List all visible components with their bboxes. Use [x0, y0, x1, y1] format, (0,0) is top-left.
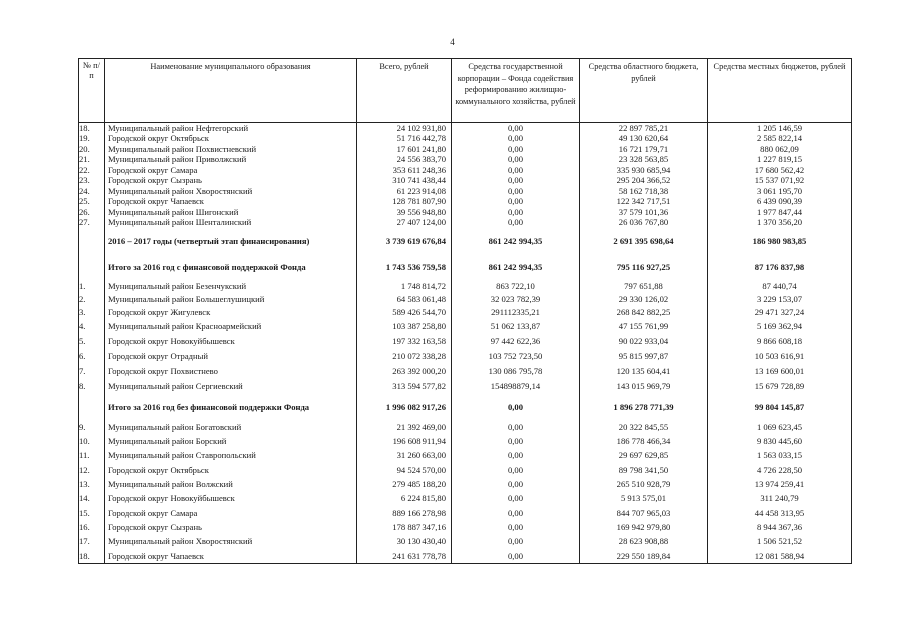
row-fund: 130 086 795,78 [452, 364, 580, 379]
row-regional-budget: 335 930 685,94 [580, 165, 708, 176]
row-number: 20. [79, 144, 105, 155]
table-row [79, 123, 852, 134]
table-row [79, 334, 852, 349]
row-regional-budget: 122 342 717,51 [580, 197, 708, 208]
row-regional-budget: 26 036 767,80 [580, 218, 708, 229]
row-fund: 0,00 [452, 197, 580, 208]
row-number: 21. [79, 155, 105, 166]
row-fund: 0,00 [452, 394, 580, 420]
column-header-fund: Средства государственной корпорации – Фонда содействия реформированию жилищно-коммунального хозяйства, рублей [452, 59, 580, 123]
row-name: Муниципальный район Хворостянский [105, 186, 357, 197]
table-row [79, 477, 852, 491]
row-name: Муниципальный район Шигонский [105, 207, 357, 218]
row-number: 11. [79, 449, 105, 463]
row-fund: 0,00 [452, 144, 580, 155]
row-fund: 863 722,10 [452, 280, 580, 293]
row-total: 103 387 258,80 [357, 319, 452, 334]
row-number [79, 394, 105, 420]
row-local-budget: 3 061 195,70 [708, 186, 852, 197]
row-fund: 97 442 622,36 [452, 334, 580, 349]
row-fund: 861 242 994,35 [452, 228, 580, 254]
row-total: 1 996 082 917,26 [357, 394, 452, 420]
row-total: 27 407 124,00 [357, 218, 452, 229]
row-local-budget: 186 980 983,85 [708, 228, 852, 254]
row-number: 3. [79, 306, 105, 319]
row-fund: 0,00 [452, 534, 580, 548]
row-regional-budget: 265 510 928,79 [580, 477, 708, 491]
row-number: 4. [79, 319, 105, 334]
table-row [79, 349, 852, 364]
row-name: Городской округ Сызрань [105, 520, 357, 534]
row-regional-budget: 20 322 845,55 [580, 420, 708, 434]
row-regional-budget: 95 815 997,87 [580, 349, 708, 364]
row-name: Муниципальный район Нефтегорский [105, 123, 357, 134]
table-row [79, 364, 852, 379]
row-fund: 0,00 [452, 134, 580, 145]
row-number: 22. [79, 165, 105, 176]
row-number: 19. [79, 134, 105, 145]
row-number: 18. [79, 123, 105, 134]
table-row [79, 549, 852, 564]
row-name: Муниципальный район Приволжский [105, 155, 357, 166]
row-name: Городской округ Новокуйбышевск [105, 491, 357, 505]
row-regional-budget: 268 842 882,25 [580, 306, 708, 319]
row-local-budget: 8 944 367,36 [708, 520, 852, 534]
row-number: 17. [79, 534, 105, 548]
table-row [79, 293, 852, 306]
row-local-budget: 1 506 521,52 [708, 534, 852, 548]
table-row [79, 197, 852, 208]
row-fund: 32 023 782,39 [452, 293, 580, 306]
table-row [79, 506, 852, 520]
row-fund: 0,00 [452, 155, 580, 166]
row-regional-budget: 90 022 933,04 [580, 334, 708, 349]
row-regional-budget: 295 204 366,52 [580, 176, 708, 187]
row-total: 6 224 815,80 [357, 491, 452, 505]
row-number [79, 254, 105, 280]
row-number: 24. [79, 186, 105, 197]
row-number: 12. [79, 463, 105, 477]
row-regional-budget: 22 897 785,21 [580, 123, 708, 134]
row-number: 1. [79, 280, 105, 293]
row-number: 23. [79, 176, 105, 187]
row-name: Муниципальный район Ставропольский [105, 449, 357, 463]
row-fund: 291112335,21 [452, 306, 580, 319]
row-local-budget: 9 830 445,60 [708, 434, 852, 448]
row-fund: 0,00 [452, 176, 580, 187]
row-name: Муниципальный район Шенталинский [105, 218, 357, 229]
table-row [79, 165, 852, 176]
row-regional-budget: 28 623 908,88 [580, 534, 708, 548]
row-name: Городской округ Чапаевск [105, 549, 357, 564]
row-total: 39 556 948,80 [357, 207, 452, 218]
table-row [79, 534, 852, 548]
row-number: 25. [79, 197, 105, 208]
row-number [79, 228, 105, 254]
row-number: 8. [79, 379, 105, 394]
table-row [79, 520, 852, 534]
row-name: Городской округ Отрадный [105, 349, 357, 364]
row-name: Муниципальный район Борский [105, 434, 357, 448]
row-local-budget: 17 680 562,42 [708, 165, 852, 176]
row-regional-budget: 120 135 604,41 [580, 364, 708, 379]
row-local-budget: 2 585 822,14 [708, 134, 852, 145]
row-total: 197 332 163,58 [357, 334, 452, 349]
row-total: 353 611 248,36 [357, 165, 452, 176]
row-regional-budget: 89 798 341,50 [580, 463, 708, 477]
row-number: 14. [79, 491, 105, 505]
row-name: Городской округ Самара [105, 165, 357, 176]
row-name: Городской округ Самара [105, 506, 357, 520]
table-row [79, 134, 852, 145]
header-row [79, 59, 852, 123]
page-number: 4 [450, 37, 455, 47]
table-row [79, 379, 852, 394]
row-name: Городской округ Октябрьск [105, 134, 357, 145]
row-total: 128 781 807,90 [357, 197, 452, 208]
row-local-budget: 4 726 228,50 [708, 463, 852, 477]
row-local-budget: 1 205 146,59 [708, 123, 852, 134]
row-regional-budget: 797 651,88 [580, 280, 708, 293]
row-local-budget: 1 563 033,15 [708, 449, 852, 463]
row-fund: 0,00 [452, 207, 580, 218]
row-total: 310 741 438,44 [357, 176, 452, 187]
row-name: Городской округ Чапаевск [105, 197, 357, 208]
table-row [79, 155, 852, 166]
row-total: 589 426 544,70 [357, 306, 452, 319]
row-total: 61 223 914,08 [357, 186, 452, 197]
row-total: 1 743 536 759,58 [357, 254, 452, 280]
row-fund: 0,00 [452, 491, 580, 505]
row-regional-budget: 29 697 629,85 [580, 449, 708, 463]
row-local-budget: 99 804 145,87 [708, 394, 852, 420]
row-total: 51 716 442,78 [357, 134, 452, 145]
row-name: Итого за 2016 год с финансовой поддержкой Фонда [105, 254, 357, 280]
column-header-name: Наименование муниципального образования [105, 59, 357, 123]
row-total: 24 102 931,80 [357, 123, 452, 134]
row-number: 9. [79, 420, 105, 434]
row-number: 16. [79, 520, 105, 534]
table-row [79, 449, 852, 463]
row-fund: 154898879,14 [452, 379, 580, 394]
row-total: 94 524 570,00 [357, 463, 452, 477]
row-regional-budget: 29 330 126,02 [580, 293, 708, 306]
row-number: 15. [79, 506, 105, 520]
row-local-budget: 1 227 819,15 [708, 155, 852, 166]
row-name: Итого за 2016 год без финансовой поддержки Фонда [105, 394, 357, 420]
row-number: 18. [79, 549, 105, 564]
row-local-budget: 9 866 608,18 [708, 334, 852, 349]
row-total: 889 166 278,98 [357, 506, 452, 520]
row-regional-budget: 49 130 620,64 [580, 134, 708, 145]
row-name: Городской округ Новокуйбышевск [105, 334, 357, 349]
row-name: Муниципальный район Хворостянский [105, 534, 357, 548]
table-row [79, 463, 852, 477]
row-total: 17 601 241,80 [357, 144, 452, 155]
table-row [79, 280, 852, 293]
table-row [79, 319, 852, 334]
row-fund: 0,00 [452, 165, 580, 176]
row-total: 1 748 814,72 [357, 280, 452, 293]
row-number: 27. [79, 218, 105, 229]
row-fund: 0,00 [452, 477, 580, 491]
row-name: Муниципальный район Безенчукский [105, 280, 357, 293]
row-number: 5. [79, 334, 105, 349]
row-total: 196 608 911,94 [357, 434, 452, 448]
row-name: Муниципальный район Сергиевский [105, 379, 357, 394]
row-number: 13. [79, 477, 105, 491]
row-local-budget: 1 977 847,44 [708, 207, 852, 218]
row-regional-budget: 143 015 969,79 [580, 379, 708, 394]
row-name: Городской округ Жигулевск [105, 306, 357, 319]
table-row [79, 434, 852, 448]
financing-table [78, 58, 852, 564]
row-number: 7. [79, 364, 105, 379]
column-header-total: Всего, рублей [357, 59, 452, 123]
row-local-budget: 29 471 327,24 [708, 306, 852, 319]
row-total: 30 130 430,40 [357, 534, 452, 548]
row-regional-budget: 58 162 718,38 [580, 186, 708, 197]
row-total: 313 594 577,82 [357, 379, 452, 394]
row-total: 21 392 469,00 [357, 420, 452, 434]
row-regional-budget: 23 328 563,85 [580, 155, 708, 166]
table-subtotal-row [79, 254, 852, 280]
row-regional-budget: 37 579 101,36 [580, 207, 708, 218]
row-fund: 861 242 994,35 [452, 254, 580, 280]
row-name: Городской округ Похвистнево [105, 364, 357, 379]
row-fund: 0,00 [452, 463, 580, 477]
row-total: 263 392 000,20 [357, 364, 452, 379]
row-name: Муниципальный район Красноармейский [105, 319, 357, 334]
row-local-budget: 87 176 837,98 [708, 254, 852, 280]
row-total: 31 260 663,00 [357, 449, 452, 463]
row-local-budget: 87 440,74 [708, 280, 852, 293]
column-header-local-budget: Средства местных бюджетов, рублей [708, 59, 852, 123]
row-fund: 0,00 [452, 186, 580, 197]
row-total: 64 583 061,48 [357, 293, 452, 306]
table-row [79, 420, 852, 434]
row-name: Городской округ Сызрань [105, 176, 357, 187]
row-total: 241 631 778,78 [357, 549, 452, 564]
row-regional-budget: 844 707 965,03 [580, 506, 708, 520]
row-regional-budget: 169 942 979,80 [580, 520, 708, 534]
row-number: 26. [79, 207, 105, 218]
table-body [79, 123, 852, 564]
row-fund: 51 062 133,87 [452, 319, 580, 334]
row-local-budget: 1 370 356,20 [708, 218, 852, 229]
table-row [79, 186, 852, 197]
row-regional-budget: 5 913 575,01 [580, 491, 708, 505]
row-number: 10. [79, 434, 105, 448]
column-header-regional-budget: Средства областного бюджета, рублей [580, 59, 708, 123]
row-name: Муниципальный район Большеглушицкий [105, 293, 357, 306]
table-row [79, 207, 852, 218]
row-regional-budget: 186 778 466,34 [580, 434, 708, 448]
row-local-budget: 3 229 153,07 [708, 293, 852, 306]
row-local-budget: 311 240,79 [708, 491, 852, 505]
row-total: 24 556 383,70 [357, 155, 452, 166]
row-regional-budget: 229 550 189,84 [580, 549, 708, 564]
table-subtotal-row [79, 394, 852, 420]
row-local-budget: 5 169 362,94 [708, 319, 852, 334]
row-fund: 103 752 723,50 [452, 349, 580, 364]
row-name: 2016 – 2017 годы (четвертый этап финансирования) [105, 228, 357, 254]
row-local-budget: 13 169 600,01 [708, 364, 852, 379]
table-row [79, 176, 852, 187]
row-name: Муниципальный район Волжский [105, 477, 357, 491]
row-fund: 0,00 [452, 506, 580, 520]
row-fund: 0,00 [452, 549, 580, 564]
row-regional-budget: 47 155 761,99 [580, 319, 708, 334]
row-fund: 0,00 [452, 420, 580, 434]
row-number: 2. [79, 293, 105, 306]
row-regional-budget: 16 721 179,71 [580, 144, 708, 155]
row-regional-budget: 1 896 278 771,39 [580, 394, 708, 420]
row-local-budget: 13 974 259,41 [708, 477, 852, 491]
table-row [79, 491, 852, 505]
row-fund: 0,00 [452, 123, 580, 134]
table-row [79, 144, 852, 155]
row-local-budget: 12 081 588,94 [708, 549, 852, 564]
row-local-budget: 15 679 728,89 [708, 379, 852, 394]
row-name: Муниципальный район Похвистневский [105, 144, 357, 155]
row-local-budget: 10 503 616,91 [708, 349, 852, 364]
row-total: 279 485 188,20 [357, 477, 452, 491]
row-regional-budget: 795 116 927,25 [580, 254, 708, 280]
row-local-budget: 880 062,09 [708, 144, 852, 155]
row-local-budget: 1 069 623,45 [708, 420, 852, 434]
row-fund: 0,00 [452, 520, 580, 534]
row-total: 3 739 619 676,84 [357, 228, 452, 254]
row-local-budget: 44 458 313,95 [708, 506, 852, 520]
row-fund: 0,00 [452, 449, 580, 463]
row-local-budget: 15 537 071,92 [708, 176, 852, 187]
row-fund: 0,00 [452, 218, 580, 229]
row-name: Муниципальный район Богатовский [105, 420, 357, 434]
row-regional-budget: 2 691 395 698,64 [580, 228, 708, 254]
row-total: 178 887 347,16 [357, 520, 452, 534]
row-number: 6. [79, 349, 105, 364]
table-row [79, 306, 852, 319]
table-subtotal-row [79, 228, 852, 254]
row-fund: 0,00 [452, 434, 580, 448]
row-name: Городской округ Октябрьск [105, 463, 357, 477]
table-row [79, 218, 852, 229]
row-total: 210 072 338,28 [357, 349, 452, 364]
row-local-budget: 6 439 090,39 [708, 197, 852, 208]
column-header-num: № п/п [79, 59, 105, 123]
